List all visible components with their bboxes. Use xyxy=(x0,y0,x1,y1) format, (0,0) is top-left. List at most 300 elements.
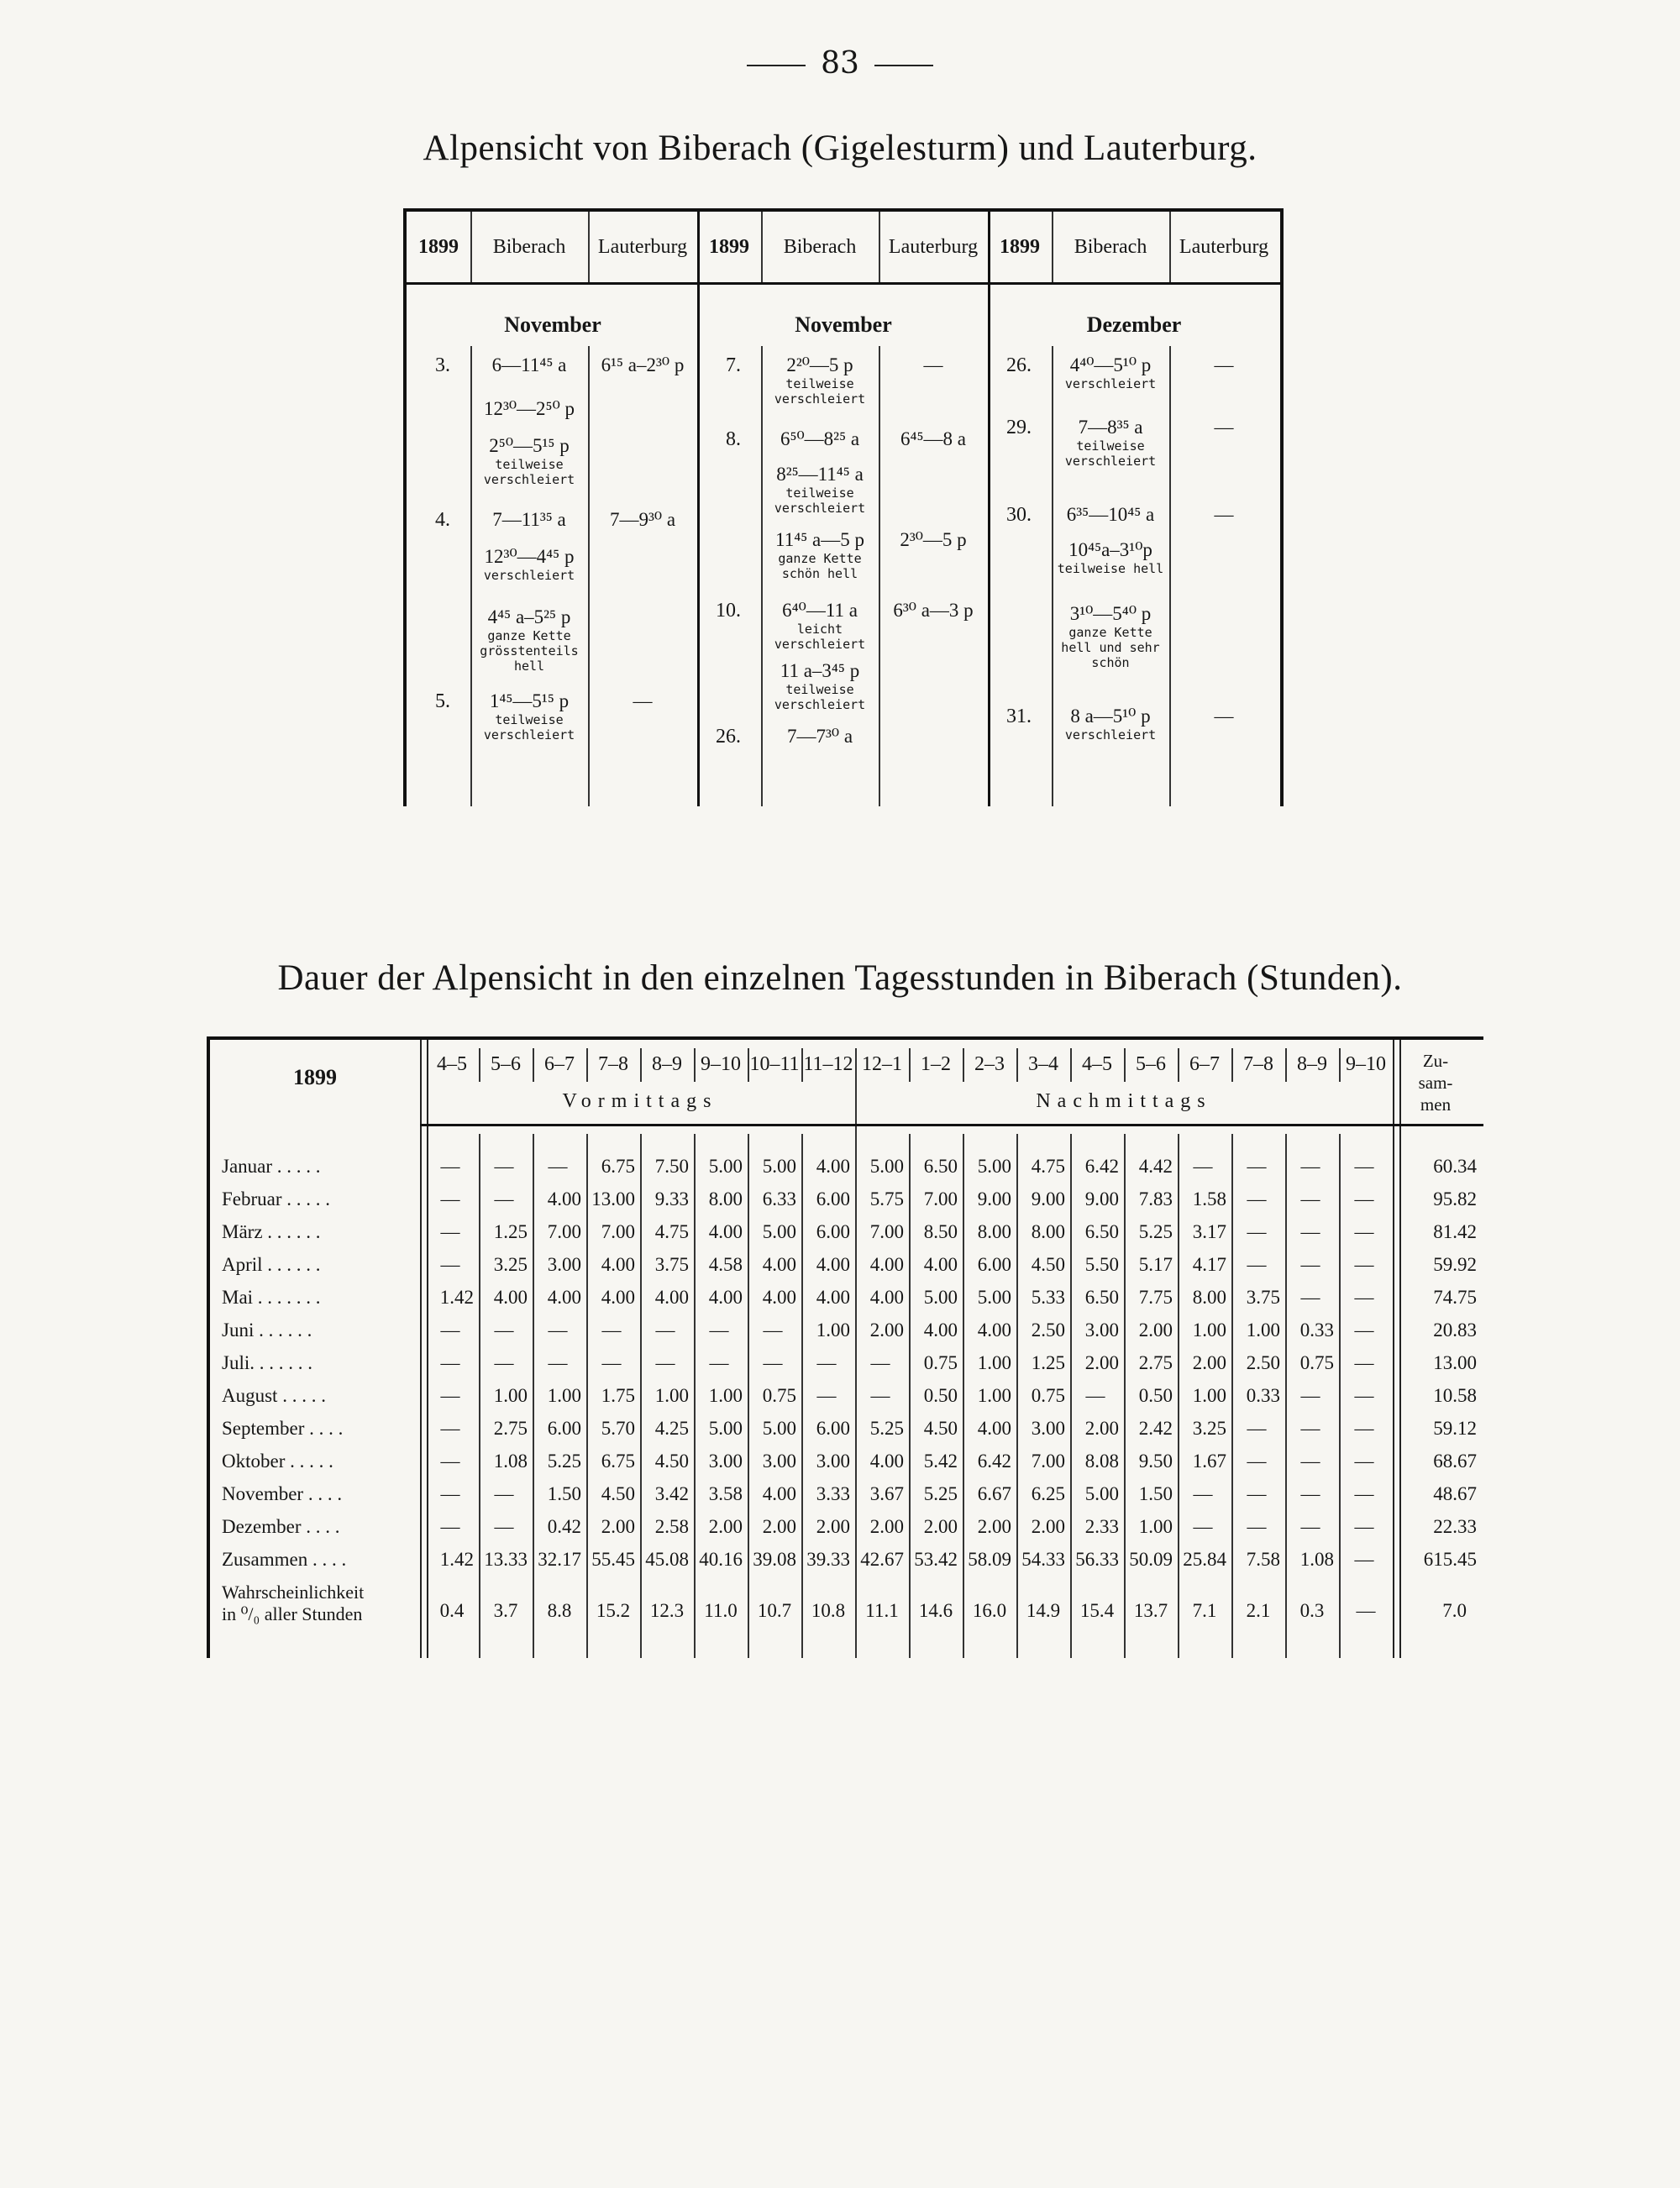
data-cell: 2.33 xyxy=(1084,1516,1119,1537)
data-cell: 3.75 xyxy=(654,1254,689,1275)
day-number: 30. xyxy=(1006,504,1032,526)
total-cell: 48.67 xyxy=(1433,1483,1477,1504)
data-cell: 13.00 xyxy=(591,1188,635,1209)
time-range: 1⁴⁵—5¹⁵ p xyxy=(489,690,570,711)
data-cell: 2.00 xyxy=(1138,1320,1173,1341)
day-number: 26. xyxy=(1006,354,1032,376)
data-cell: 1.67 xyxy=(1192,1451,1226,1472)
day-number: 7. xyxy=(726,354,741,376)
data-cell: — xyxy=(1247,1254,1267,1275)
month-label: Dezember xyxy=(1086,312,1182,337)
data-cell: 6.50 xyxy=(1084,1287,1119,1308)
page-number-text: 83 xyxy=(821,46,859,81)
data-cell: 5.50 xyxy=(1084,1254,1119,1275)
data-cell: — xyxy=(548,1156,568,1177)
data-cell: 3.00 xyxy=(816,1451,850,1472)
probability-cell: 0.3 xyxy=(1299,1600,1325,1621)
data-cell: 5.00 xyxy=(708,1418,743,1439)
time-range: 12³⁰—4⁴⁵ p xyxy=(484,546,575,567)
row-label: November . . . . xyxy=(222,1483,343,1504)
data-cell: — xyxy=(816,1385,837,1406)
hour-header: 6–7 xyxy=(544,1053,575,1075)
data-cell: — xyxy=(1193,1483,1213,1504)
row-label: Zusammen . . . . xyxy=(222,1549,347,1570)
data-cell: — xyxy=(548,1320,568,1341)
col-divider xyxy=(588,212,590,282)
day-number: 26. xyxy=(716,726,741,748)
data-cell: 9.00 xyxy=(1084,1188,1119,1209)
data-cell: 0.50 xyxy=(923,1385,958,1406)
data-cell: — xyxy=(1354,1418,1374,1439)
hour-divider xyxy=(1016,1048,1018,1082)
data-cell: — xyxy=(1247,1451,1267,1472)
hour-header: 11–12 xyxy=(803,1053,853,1075)
data-cell: 0.33 xyxy=(1299,1320,1334,1341)
header-year: 1899 xyxy=(1000,236,1040,258)
data-cell: 4.00 xyxy=(547,1188,581,1209)
data-cell: 1.25 xyxy=(493,1221,528,1242)
data-cell: 5.00 xyxy=(762,1156,796,1177)
data-cell: 5.25 xyxy=(547,1451,581,1472)
lauterburg-entry: 6¹⁵ a–2³⁰ p xyxy=(601,354,685,375)
data-cell: 1.00 xyxy=(493,1385,528,1406)
data-cell: 2.00 xyxy=(1031,1516,1065,1537)
data-cell: 32.17 xyxy=(538,1549,581,1570)
data-cell: 5.25 xyxy=(923,1483,958,1504)
biberach-entry xyxy=(472,398,586,420)
data-cell: — xyxy=(1354,1385,1374,1406)
data-cell: 7.00 xyxy=(1031,1451,1065,1472)
data-cell: — xyxy=(1354,1483,1374,1504)
total-header xyxy=(1399,1050,1472,1115)
data-cell: 4.50 xyxy=(601,1483,635,1504)
total-cell: 60.34 xyxy=(1433,1156,1477,1177)
data-cell: 0.75 xyxy=(1031,1385,1065,1406)
lauterburg-entry: — xyxy=(1214,354,1234,375)
data-cell: 2.00 xyxy=(708,1516,743,1537)
data-cell: — xyxy=(1354,1549,1374,1570)
data-cell: — xyxy=(870,1385,890,1406)
data-cell: 7.00 xyxy=(869,1221,904,1242)
data-cell: 4.00 xyxy=(923,1320,958,1341)
data-cell: — xyxy=(494,1156,514,1177)
data-cell: 0.50 xyxy=(1138,1385,1173,1406)
day-number: 3. xyxy=(435,354,450,376)
total-cell: 81.42 xyxy=(1433,1221,1477,1242)
probability-label xyxy=(222,1582,423,1625)
data-cell: — xyxy=(1354,1320,1374,1341)
table1-alpensicht xyxy=(403,208,1284,806)
data-cell: 7.00 xyxy=(923,1188,958,1209)
data-cell: 0.75 xyxy=(762,1385,796,1406)
data-cell: — xyxy=(763,1352,783,1373)
hour-divider xyxy=(479,1048,480,1082)
hour-header: 7–8 xyxy=(598,1053,628,1075)
data-cell: 1.00 xyxy=(1246,1320,1280,1341)
data-cell: 2.50 xyxy=(1031,1320,1065,1341)
data-cell: 0.33 xyxy=(1246,1385,1280,1406)
biberach-entry xyxy=(472,435,586,487)
data-cell: — xyxy=(1354,1451,1374,1472)
col-divider xyxy=(879,346,880,806)
hour-header: 4–5 xyxy=(1082,1053,1112,1075)
data-cell: 2.58 xyxy=(654,1516,689,1537)
data-cell: 6.75 xyxy=(601,1451,635,1472)
data-cell: 4.00 xyxy=(654,1287,689,1308)
biberach-entry xyxy=(763,464,877,516)
data-cell: 0.75 xyxy=(923,1352,958,1373)
day-number: 29. xyxy=(1006,417,1032,438)
data-cell: — xyxy=(1247,1188,1267,1209)
data-cell: 1.42 xyxy=(439,1549,474,1570)
data-cell: 1.00 xyxy=(1192,1385,1226,1406)
hour-divider xyxy=(1339,1048,1341,1082)
data-cell: 7.50 xyxy=(654,1156,689,1177)
biberach-entry xyxy=(472,354,586,376)
page-number xyxy=(731,46,949,81)
data-cell: 7.83 xyxy=(1138,1188,1173,1209)
data-cell: — xyxy=(1247,1516,1267,1537)
data-cell: — xyxy=(1354,1287,1374,1308)
data-cell: 9.33 xyxy=(654,1188,689,1209)
hour-divider xyxy=(1231,1048,1233,1082)
day-number: 5. xyxy=(435,690,450,712)
data-cell: — xyxy=(1354,1352,1374,1373)
time-range: 10⁴⁵a–3¹⁰p xyxy=(1068,539,1152,560)
total-cell: 615.45 xyxy=(1423,1549,1477,1570)
data-cell: 5.00 xyxy=(708,1156,743,1177)
biberach-entry xyxy=(763,660,877,712)
data-cell: 6.50 xyxy=(1084,1221,1119,1242)
header-lauterburg: Lauterburg xyxy=(1179,236,1269,258)
visibility-note: teilweise hell xyxy=(1057,561,1164,576)
data-cell: — xyxy=(440,1451,460,1472)
total-cell: 68.67 xyxy=(1433,1451,1477,1472)
data-cell: — xyxy=(494,1483,514,1504)
data-cell: 4.00 xyxy=(762,1483,796,1504)
data-cell: 1.00 xyxy=(1192,1320,1226,1341)
data-cell: 50.09 xyxy=(1129,1549,1173,1570)
time-range: 8 a—5¹⁰ p xyxy=(1070,706,1151,727)
data-cell: 40.16 xyxy=(699,1549,743,1570)
time-range: 11⁴⁵ a—5 p xyxy=(775,529,864,550)
group-nachmittags: Nachmittags xyxy=(1036,1090,1212,1112)
data-cell: — xyxy=(1247,1418,1267,1439)
hour-divider xyxy=(963,1048,964,1082)
table2-dauer xyxy=(207,1036,1483,1658)
hour-header: 3–4 xyxy=(1028,1053,1058,1075)
lauterburg-entry: — xyxy=(923,354,943,375)
data-cell: — xyxy=(709,1352,729,1373)
data-cell: — xyxy=(1354,1221,1374,1242)
data-cell: 8.00 xyxy=(977,1221,1011,1242)
probability-cell: 15.4 xyxy=(1079,1600,1115,1621)
biberach-entry xyxy=(763,600,877,652)
data-cell: 5.25 xyxy=(1138,1221,1173,1242)
data-cell: — xyxy=(440,1385,460,1406)
lauterburg-entry: — xyxy=(1214,417,1234,438)
day-number: 31. xyxy=(1006,706,1032,727)
data-cell: — xyxy=(1247,1221,1267,1242)
probability-cell: 10.8 xyxy=(811,1600,846,1621)
visibility-note: leicht verschleiert xyxy=(774,622,866,652)
data-cell: 7.00 xyxy=(547,1221,581,1242)
hour-divider xyxy=(640,1048,642,1082)
probability-label-line: in ⁰/₀ aller Stunden xyxy=(222,1603,363,1624)
time-range: 2⁵⁰—5¹⁵ p xyxy=(489,435,570,456)
data-cell: 1.58 xyxy=(1192,1188,1226,1209)
data-cell: 1.00 xyxy=(1138,1516,1173,1537)
data-cell: 9.50 xyxy=(1138,1451,1173,1472)
day-number: 8. xyxy=(726,428,741,450)
data-cell: 5.17 xyxy=(1138,1254,1173,1275)
row-label: Mai . . . . . . . xyxy=(222,1287,321,1308)
time-range: 6⁴⁰—11 a xyxy=(782,600,858,621)
data-cell: — xyxy=(548,1352,568,1373)
data-cell: 2.00 xyxy=(977,1516,1011,1537)
data-cell: — xyxy=(709,1320,729,1341)
month-label: November xyxy=(504,312,601,337)
hour-header: 6–7 xyxy=(1189,1053,1220,1075)
hour-divider xyxy=(694,1048,696,1082)
data-cell: 4.00 xyxy=(869,1254,904,1275)
biberach-entry xyxy=(472,690,586,742)
row-label: August . . . . . xyxy=(222,1385,326,1406)
data-cell: 6.00 xyxy=(816,1221,850,1242)
hour-divider xyxy=(1070,1048,1072,1082)
data-cell: 9.00 xyxy=(1031,1188,1065,1209)
total-header-line: men xyxy=(1420,1094,1452,1115)
data-cell: 2.00 xyxy=(1084,1352,1119,1373)
data-cell: 1.00 xyxy=(547,1385,581,1406)
data-cell: 3.25 xyxy=(493,1254,528,1275)
hour-divider xyxy=(801,1048,803,1082)
total-cell: 10.58 xyxy=(1433,1385,1477,1406)
time-range: 7—8³⁵ a xyxy=(1078,417,1143,438)
biberach-entry xyxy=(1053,354,1168,391)
data-cell: 5.33 xyxy=(1031,1287,1065,1308)
data-cell: 4.42 xyxy=(1138,1156,1173,1177)
hour-header: 9–10 xyxy=(1346,1053,1386,1075)
hour-header: 8–9 xyxy=(1297,1053,1327,1075)
group-divider xyxy=(697,212,700,806)
data-cell: — xyxy=(494,1320,514,1341)
data-cell: — xyxy=(1300,1385,1320,1406)
data-cell: 5.70 xyxy=(601,1418,635,1439)
data-cell: — xyxy=(763,1320,783,1341)
data-cell: 4.00 xyxy=(816,1254,850,1275)
col-divider xyxy=(1169,346,1171,806)
total-cell: 59.12 xyxy=(1433,1418,1477,1439)
biberach-entry xyxy=(1053,603,1168,670)
header-year: 1899 xyxy=(418,236,459,258)
probability-cell: 12.3 xyxy=(649,1600,685,1621)
probability-cell: 13.7 xyxy=(1133,1600,1168,1621)
data-cell: — xyxy=(1300,1451,1320,1472)
visibility-note: verschleiert xyxy=(483,568,575,583)
time-range: 7—11³⁵ a xyxy=(492,509,566,530)
data-cell: 6.00 xyxy=(547,1418,581,1439)
data-cell: 4.00 xyxy=(601,1254,635,1275)
data-cell: 1.00 xyxy=(654,1385,689,1406)
data-cell: — xyxy=(494,1188,514,1209)
hour-divider xyxy=(533,1048,534,1082)
col-divider xyxy=(1052,212,1053,282)
biberach-entry xyxy=(1053,539,1168,576)
data-cell: 2.75 xyxy=(493,1418,528,1439)
data-cell: — xyxy=(816,1352,837,1373)
data-cell: 5.00 xyxy=(762,1221,796,1242)
total-cell: 20.83 xyxy=(1433,1320,1477,1341)
data-cell: 4.50 xyxy=(923,1418,958,1439)
time-range: 6⁵⁰—8²⁵ a xyxy=(780,428,860,449)
data-cell: 1.42 xyxy=(439,1287,474,1308)
biberach-entry xyxy=(763,726,877,748)
data-cell: 39.33 xyxy=(806,1549,850,1570)
data-cell: 3.00 xyxy=(1084,1320,1119,1341)
data-cell: 6.75 xyxy=(601,1156,635,1177)
header-rule xyxy=(420,1124,1483,1126)
data-cell: 1.75 xyxy=(601,1385,635,1406)
data-cell: 6.42 xyxy=(977,1451,1011,1472)
col-divider xyxy=(1169,212,1171,282)
data-cell: 3.00 xyxy=(708,1451,743,1472)
lauterburg-entry: — xyxy=(633,690,653,711)
total-header-line: sam- xyxy=(1418,1073,1453,1093)
data-cell: 3.25 xyxy=(1192,1418,1226,1439)
data-cell: — xyxy=(1354,1188,1374,1209)
data-cell: 4.00 xyxy=(547,1287,581,1308)
data-cell: 6.42 xyxy=(1084,1156,1119,1177)
data-cell: 13.33 xyxy=(484,1549,528,1570)
biberach-entry xyxy=(472,546,586,583)
lauterburg-entry: 6³⁰ a—3 p xyxy=(893,600,974,621)
table1-title: Alpensicht von Biberach (Gigelesturm) und Lauterburg. xyxy=(423,129,1257,168)
lauterburg-entry: 6⁴⁵—8 a xyxy=(900,428,966,449)
data-cell: 2.00 xyxy=(869,1320,904,1341)
header-year: 1899 xyxy=(709,236,749,258)
data-cell: 4.00 xyxy=(708,1287,743,1308)
col-divider xyxy=(879,212,880,282)
data-cell: — xyxy=(655,1352,675,1373)
biberach-entry xyxy=(472,509,586,531)
data-cell: 1.08 xyxy=(493,1451,528,1472)
header-biberach: Biberach xyxy=(1074,236,1147,258)
total-cell: 74.75 xyxy=(1433,1287,1477,1308)
lauterburg-entry: 2³⁰—5 p xyxy=(900,529,967,550)
time-range: 12³⁰—2⁵⁰ p xyxy=(483,398,575,419)
data-cell: 4.17 xyxy=(1192,1254,1226,1275)
row-label: Februar . . . . . xyxy=(222,1188,331,1209)
data-cell: 3.75 xyxy=(1246,1287,1280,1308)
hour-divider xyxy=(1178,1048,1179,1082)
time-range: 2²⁰—5 p xyxy=(786,354,853,375)
data-cell: 6.50 xyxy=(923,1156,958,1177)
header-biberach: Biberach xyxy=(783,236,857,258)
day-number: 4. xyxy=(435,509,450,531)
probability-label-line: Wahrscheinlichkeit xyxy=(222,1582,365,1603)
data-cell: — xyxy=(1354,1254,1374,1275)
data-cell: 4.00 xyxy=(601,1287,635,1308)
probability-cell: 11.0 xyxy=(704,1600,738,1621)
total-cell: 95.82 xyxy=(1433,1188,1477,1209)
data-cell: — xyxy=(601,1352,622,1373)
data-cell: 5.00 xyxy=(1084,1483,1119,1504)
data-cell: 4.00 xyxy=(977,1320,1011,1341)
probability-cell: 0.4 xyxy=(439,1600,465,1621)
data-cell: — xyxy=(1300,1483,1320,1504)
data-cell: — xyxy=(1300,1254,1320,1275)
biberach-entry xyxy=(1053,706,1168,742)
data-cell: — xyxy=(1300,1516,1320,1537)
data-cell: — xyxy=(440,1254,460,1275)
data-cell: 2.75 xyxy=(1138,1352,1173,1373)
total-header-line: Zu- xyxy=(1422,1051,1449,1071)
time-range: 6—11⁴⁵ a xyxy=(491,354,567,375)
data-cell: — xyxy=(1247,1483,1267,1504)
data-cell: 1.50 xyxy=(547,1483,581,1504)
data-cell: 25.84 xyxy=(1183,1549,1226,1570)
data-cell: 2.00 xyxy=(601,1516,635,1537)
data-cell: 8.00 xyxy=(1192,1287,1226,1308)
data-cell: 2.00 xyxy=(1192,1352,1226,1373)
data-cell: 0.75 xyxy=(1299,1352,1334,1373)
data-cell: 8.08 xyxy=(1084,1451,1119,1472)
time-range: 8²⁵—11⁴⁵ a xyxy=(776,464,864,485)
data-cell: 3.00 xyxy=(1031,1418,1065,1439)
time-range: 4⁴⁰—5¹⁰ p xyxy=(1069,354,1152,375)
biberach-entry xyxy=(1053,417,1168,469)
data-cell: 1.50 xyxy=(1138,1483,1173,1504)
probability-cell: 14.9 xyxy=(1026,1600,1061,1621)
visibility-note: verschleiert xyxy=(1064,376,1157,391)
time-range: 3¹⁰—5⁴⁰ p xyxy=(1069,603,1152,624)
data-cell: — xyxy=(440,1483,460,1504)
header-biberach: Biberach xyxy=(492,236,566,258)
visibility-note: teilweise verschleiert xyxy=(774,376,866,407)
data-cell: 7.00 xyxy=(601,1221,635,1242)
data-cell: 4.25 xyxy=(654,1418,689,1439)
data-cell: 2.00 xyxy=(762,1516,796,1537)
data-cell: 4.00 xyxy=(816,1156,850,1177)
visibility-note: teilweise verschleiert xyxy=(774,485,866,516)
visibility-note: ganze Kette schön hell xyxy=(778,551,862,581)
page-number-dash-left xyxy=(747,65,806,66)
hour-header: 8–9 xyxy=(652,1053,682,1075)
data-cell: — xyxy=(1193,1156,1213,1177)
data-cell: 3.58 xyxy=(708,1483,743,1504)
data-cell: 6.25 xyxy=(1031,1483,1065,1504)
total-cell: 59.92 xyxy=(1433,1254,1477,1275)
data-cell: 5.00 xyxy=(977,1156,1011,1177)
data-cell: 3.00 xyxy=(547,1254,581,1275)
visibility-note: teilweise verschleiert xyxy=(774,682,866,712)
hour-divider xyxy=(748,1048,749,1082)
hour-divider xyxy=(1285,1048,1287,1082)
data-cell: 53.42 xyxy=(914,1549,958,1570)
row-label: September . . . . xyxy=(222,1418,344,1439)
data-cell: — xyxy=(440,1320,460,1341)
data-cell: 1.00 xyxy=(977,1385,1011,1406)
table2-title: Dauer der Alpensicht in den einzelnen Tagesstunden in Biberach (Stunden). xyxy=(277,958,1403,998)
biberach-entry xyxy=(763,428,877,450)
data-cell: 4.00 xyxy=(923,1254,958,1275)
data-cell: 4.00 xyxy=(708,1221,743,1242)
data-cell: 4.00 xyxy=(869,1451,904,1472)
data-cell: — xyxy=(1300,1418,1320,1439)
biberach-entry xyxy=(763,529,877,581)
data-cell: 7.58 xyxy=(1246,1549,1280,1570)
